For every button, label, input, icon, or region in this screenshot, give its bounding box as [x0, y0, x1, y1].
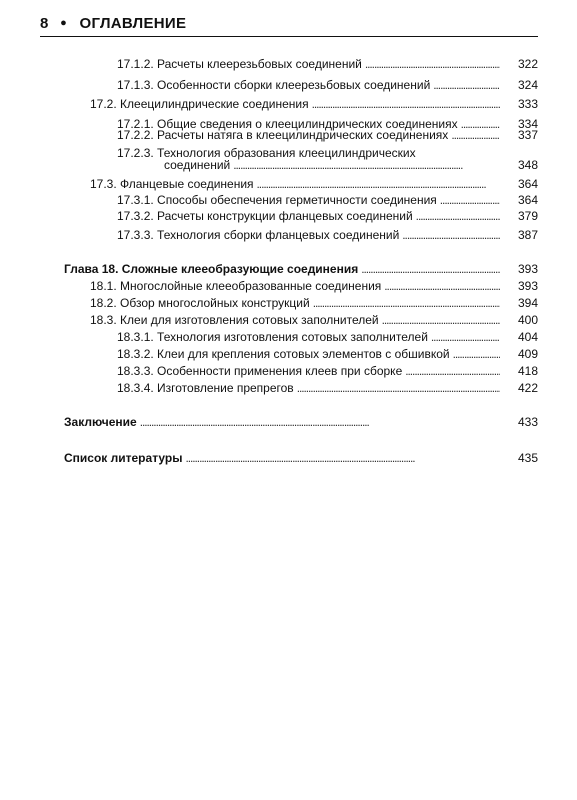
header-page-number: 8 — [40, 15, 49, 32]
toc-entry-title: 17.2. Клеецилиндрические соединения — [90, 97, 309, 111]
toc-entry-page: 379 — [517, 209, 538, 223]
toc-entry-title: 18.2. Обзор многослойных конструкций — [90, 296, 310, 310]
dot-leader — [416, 209, 500, 223]
toc-entry-title: Список литературы — [64, 451, 183, 465]
toc-entry[interactable] — [90, 97, 538, 111]
dot-leader — [313, 296, 500, 310]
toc-entry-title: 18.1. Многослойные клееобразованные соединения — [90, 279, 382, 293]
dot-leader — [361, 262, 500, 276]
dot-leader — [140, 415, 500, 429]
toc-entry[interactable] — [117, 347, 538, 361]
toc-entry-title: 17.3.3. Технология сборки фланцевых соединений — [117, 228, 400, 242]
toc-entry-title: 17.3.1. Способы обеспечения герметичности соединения — [117, 193, 437, 207]
toc-entry-title: 17.2.1. Общие сведения о клеецилиндрических соединениях — [117, 117, 458, 131]
toc-entry-page: 364 — [517, 193, 538, 207]
dot-leader — [405, 364, 500, 378]
header-bullet: ● — [60, 17, 68, 29]
toc-entry-page: 400 — [517, 313, 538, 327]
toc-entry-page: 418 — [517, 364, 538, 378]
toc-entry[interactable] — [90, 296, 538, 310]
toc-entry-title: 18.3.2. Клеи для крепления сотовых элементов с обшивкой — [117, 347, 450, 361]
dot-leader — [257, 177, 500, 191]
toc-entry[interactable] — [90, 177, 538, 191]
toc-conclusion-entry[interactable] — [64, 415, 538, 429]
toc-references-entry[interactable] — [64, 451, 538, 465]
toc-entry-title: 18.3.1. Технология изготовления сотовых заполнителей — [117, 330, 428, 344]
toc-entry-page: 322 — [517, 57, 538, 71]
toc-entry-page: 324 — [517, 78, 538, 92]
toc-entry-title: Глава 18. Сложные клееобразующие соединения — [64, 262, 359, 276]
dot-leader — [431, 330, 500, 344]
toc-entry[interactable] — [90, 279, 538, 293]
dot-leader — [402, 228, 500, 242]
toc-entry-title: 17.3. Фланцевые соединения — [90, 177, 254, 191]
toc-entry-page: 422 — [517, 381, 538, 395]
toc-entry-title: 17.1.3. Особенности сборки клеерезьбовых соединений — [117, 78, 431, 92]
dot-leader — [384, 279, 500, 293]
toc-entry-page: 435 — [517, 451, 538, 465]
dot-leader — [382, 313, 500, 327]
toc-entry-page: 364 — [517, 177, 538, 191]
toc-chapter-entry[interactable] — [64, 262, 538, 276]
toc-entry[interactable] — [117, 57, 538, 71]
toc-entry[interactable] — [164, 158, 538, 172]
toc-entry[interactable] — [117, 381, 538, 395]
toc-entry-title: 18.3.4. Изготовление препрегов — [117, 381, 294, 395]
header-rule — [40, 36, 538, 37]
toc-entry-page: 333 — [517, 97, 538, 111]
toc-entry[interactable] — [117, 209, 538, 223]
dot-leader — [433, 78, 500, 92]
dot-leader — [297, 381, 500, 395]
toc-entry[interactable] — [117, 330, 538, 344]
toc-entry-title-line1: 17.2.3. Технология образования клеецилиндрических — [117, 146, 416, 160]
toc-entry-page: 409 — [517, 347, 538, 361]
toc-entry-page: 348 — [517, 158, 538, 172]
toc-entry-page: 387 — [517, 228, 538, 242]
toc-entry-title: 17.2.2. Расчеты натяга в клеецилиндрических соединениях — [117, 128, 449, 142]
header-section-title: ОГЛАВЛЕНИЕ — [79, 15, 187, 32]
toc-entry-page: 404 — [517, 330, 538, 344]
toc-entry-page: 334 — [517, 117, 538, 131]
toc-entry[interactable] — [117, 228, 538, 242]
dot-leader — [365, 57, 500, 71]
toc-entry[interactable] — [117, 128, 538, 142]
toc-entry-title: 17.3.2. Расчеты конструкции фланцевых соединений — [117, 209, 413, 223]
dot-leader — [185, 451, 500, 465]
toc-entry-page: 337 — [517, 128, 538, 142]
dot-leader — [233, 158, 500, 172]
toc-entry-title: 18.3.3. Особенности применения клеев при сборке — [117, 364, 403, 378]
toc-entry-title: соединений — [164, 158, 231, 172]
running-header — [40, 15, 538, 32]
toc-entry-title: 17.1.2. Расчеты клеерезьбовых соединений — [117, 57, 362, 71]
toc-entry[interactable] — [90, 313, 538, 327]
toc-entry-page: 393 — [517, 262, 538, 276]
toc-entry-page: 433 — [517, 415, 538, 429]
toc-entry[interactable] — [117, 78, 538, 92]
dot-leader — [453, 347, 500, 361]
toc-entry-title: 18.3. Клеи для изготовления сотовых заполнителей — [90, 313, 379, 327]
toc-entry-title: Заключение — [64, 415, 137, 429]
dot-leader — [440, 193, 500, 207]
toc-entry[interactable] — [117, 364, 538, 378]
toc-entry[interactable] — [117, 193, 538, 207]
toc-entry-page: 393 — [517, 279, 538, 293]
dot-leader — [451, 128, 500, 142]
dot-leader — [312, 97, 500, 111]
toc-entry-page: 394 — [517, 296, 538, 310]
